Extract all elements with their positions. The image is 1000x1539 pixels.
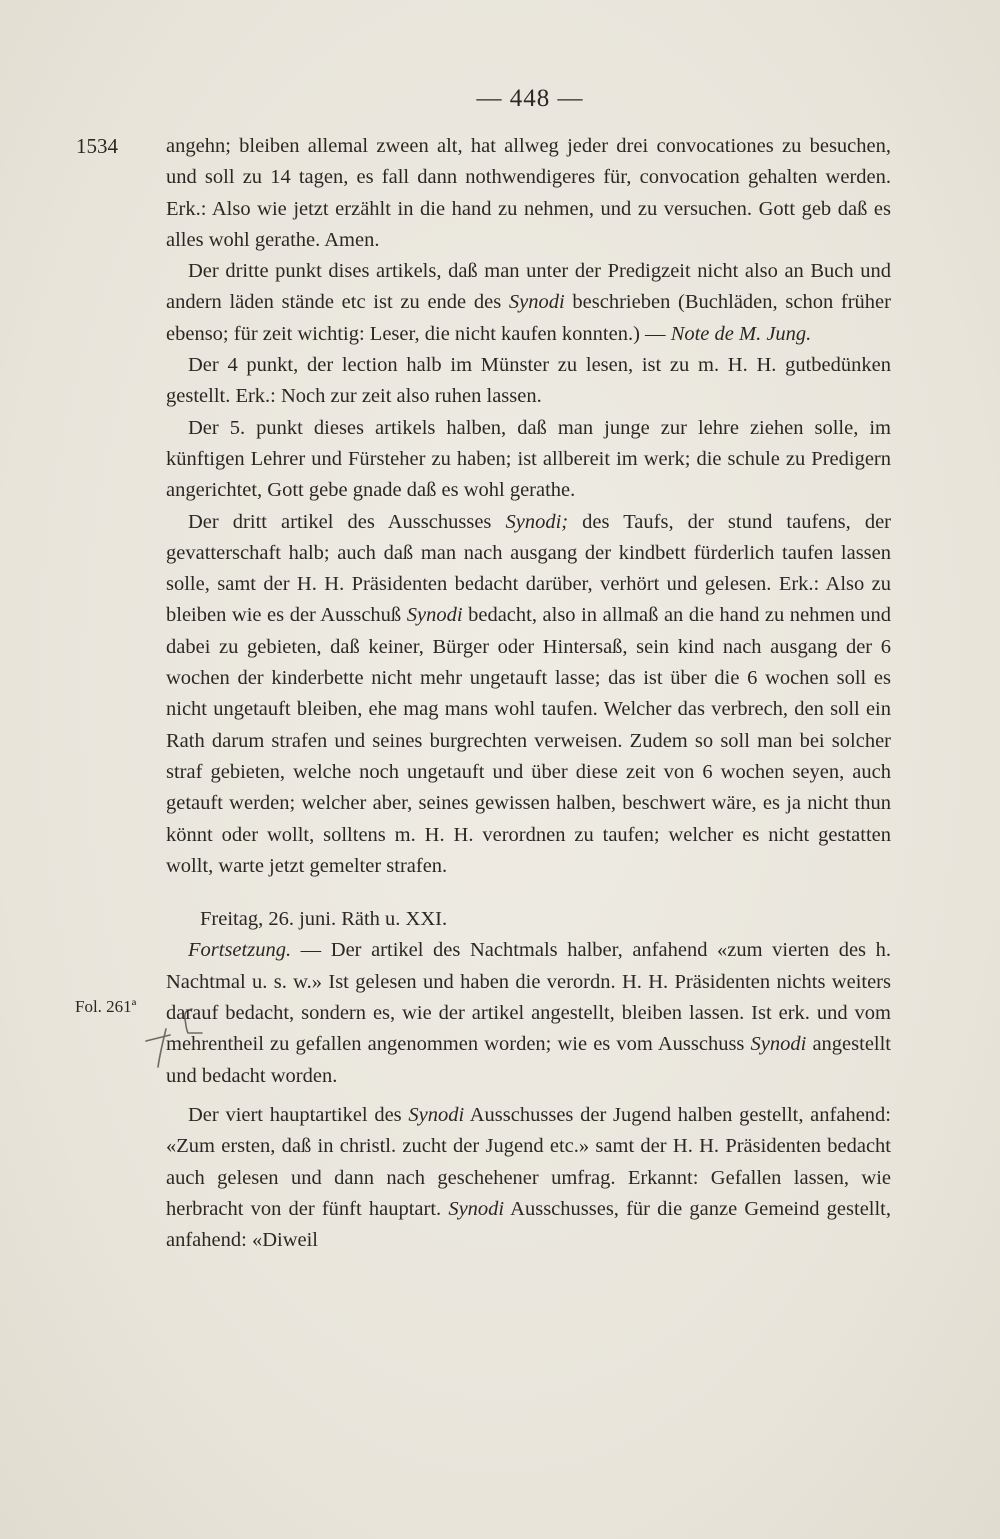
synodi-italic: Synodi	[750, 1033, 807, 1056]
paragraph-6-text: — Der artikel des Nachtmals halber, anfahend «zum vierten des h. Nachtmal u. s. w.» Ist gelesen und haben die verordn. H. H. Präsidenten nichts weiters darauf bedacht, sondern es, wie der artikel angestellt, bleiben lassen. Ist erk. und vom mehrentheil zu gefallen angenommen worden; wie es vom Ausschuss	[166, 939, 891, 1056]
paragraph-6-text-end: angestellt und bedacht worden.	[166, 1033, 892, 1087]
synodi-italic: Synodi	[406, 604, 463, 627]
continuation-label: Fortsetzung.	[188, 939, 292, 962]
paragraph-7	[166, 1100, 891, 1256]
session-heading-text: Freitag, 26. juni. Räth u. XXI.	[200, 908, 448, 931]
paragraph-2-text: Der dritte punkt dises artikels, daß man unter der Predigzeit nicht also an Buch und andern läden stände etc ist zu ende des	[166, 260, 891, 314]
synodi-italic: Synodi	[508, 291, 565, 314]
paragraph-1-text: angehn; bleiben allemal zween alt, hat allweg jeder drei convocationes zu besuchen, und soll zu 14 tagen, es fall dann nothwendigeres für, convocation gehalten werden. Erk.: Also wie jetzt erzählt in die hand zu nehmen, und zu versuchen. Gott geb daß es alles wohl gerathe. Amen.	[166, 135, 891, 251]
body-text	[166, 131, 891, 1256]
paragraph-5	[166, 507, 891, 883]
margin-year: 1534	[76, 134, 118, 158]
paragraph-3-text: Der 4 punkt, der lection halb im Münster zu lesen, ist zu m. H. H. gutbedünken gestellt. Erk.: Noch zur zeit also ruhen lassen.	[166, 354, 891, 408]
paragraph-4-text: Der 5. punkt dieses artikels halben, daß man junge zur lehre ziehen solle, im künftigen Lehrer und Fürsteher zu haben; ist allbereit im werk; die schule zu Predigern angerichtet, Gott gebe gnade daß es wohl gerathe.	[166, 416, 891, 502]
paragraph-7-text-end: Ausschusses, für die ganze Gemeind gestellt, anfahend: «Diweil	[166, 1197, 892, 1252]
paragraph-5-text-cont: des Taufs, der stund taufens, der gevatterschaft halb; auch daß man nach ausgang der kindbett fürderlich taufen lassen solle, samt der H. H. Präsidenten bedacht darüber, verhört und gelesen. Erk.: Also zu bleiben wie es der Ausschuß	[166, 510, 891, 627]
paragraph-2	[166, 256, 891, 350]
paragraph-7-text-cont: Ausschusses der Jugend halben gestellt, anfahend: «Zum ersten, daß in christl. zucht der Jugend etc.» samt der H. H. Präsidenten bedacht auch gelesen und dann nach geschehener umfrag. Erkannt: Gefallen lassen, wie herbracht von der fünft hauptart.	[166, 1103, 891, 1220]
paragraph-2-text-cont: beschrieben (Buchläden, schon früher ebenso; für zeit wichtig: Leser, die nicht kaufen konnten.) —	[166, 291, 891, 345]
synodi-italic: Synodi	[408, 1103, 465, 1126]
synodi-italic: Synodi	[448, 1197, 505, 1220]
synodi-italic: Synodi;	[505, 510, 569, 533]
margin-folio-reference: Fol. 261ª	[75, 997, 137, 1016]
editor-note: Note de M. Jung.	[670, 322, 812, 345]
page-number: — 448 —	[476, 85, 584, 112]
paragraph-7-text: Der viert hauptartikel des	[188, 1103, 409, 1126]
paragraph-5-text-end: bedacht, also in allmaß an die hand zu nehmen und dabei zu gebieten, daß keiner, Bürger oder Hintersaß, sein kind nach ausgang der 6 wochen der kinderbette nicht mehr ungetauft lasse; das ist über die 6 wochen soll es nicht ungetauft bleiben, ehe mag mans wohl taufen. Welcher das verbrech, den soll ein Rath darum strafen und seines burgrechten verweisen. Zudem so soll man bei solcher straf gebieten, welche noch ungetauft und über diese zeit von 6 wochen seyen, auch getauft werden; welcher aber, seines gewissen halben, beschwert wäre, es ja nicht thun könnt oder wollt, solltens m. H. H. verordnen zu taufen; welcher es nicht gestatten wollt, warte jetzt gemelter strafen.	[166, 604, 891, 877]
session-heading	[166, 904, 891, 935]
paragraph-5-text: Der dritt artikel des Ausschusses	[188, 510, 506, 533]
paragraph-1	[166, 131, 891, 256]
paragraph-4	[166, 413, 891, 507]
paragraph-3	[166, 350, 891, 413]
paragraph-6	[166, 935, 891, 1091]
